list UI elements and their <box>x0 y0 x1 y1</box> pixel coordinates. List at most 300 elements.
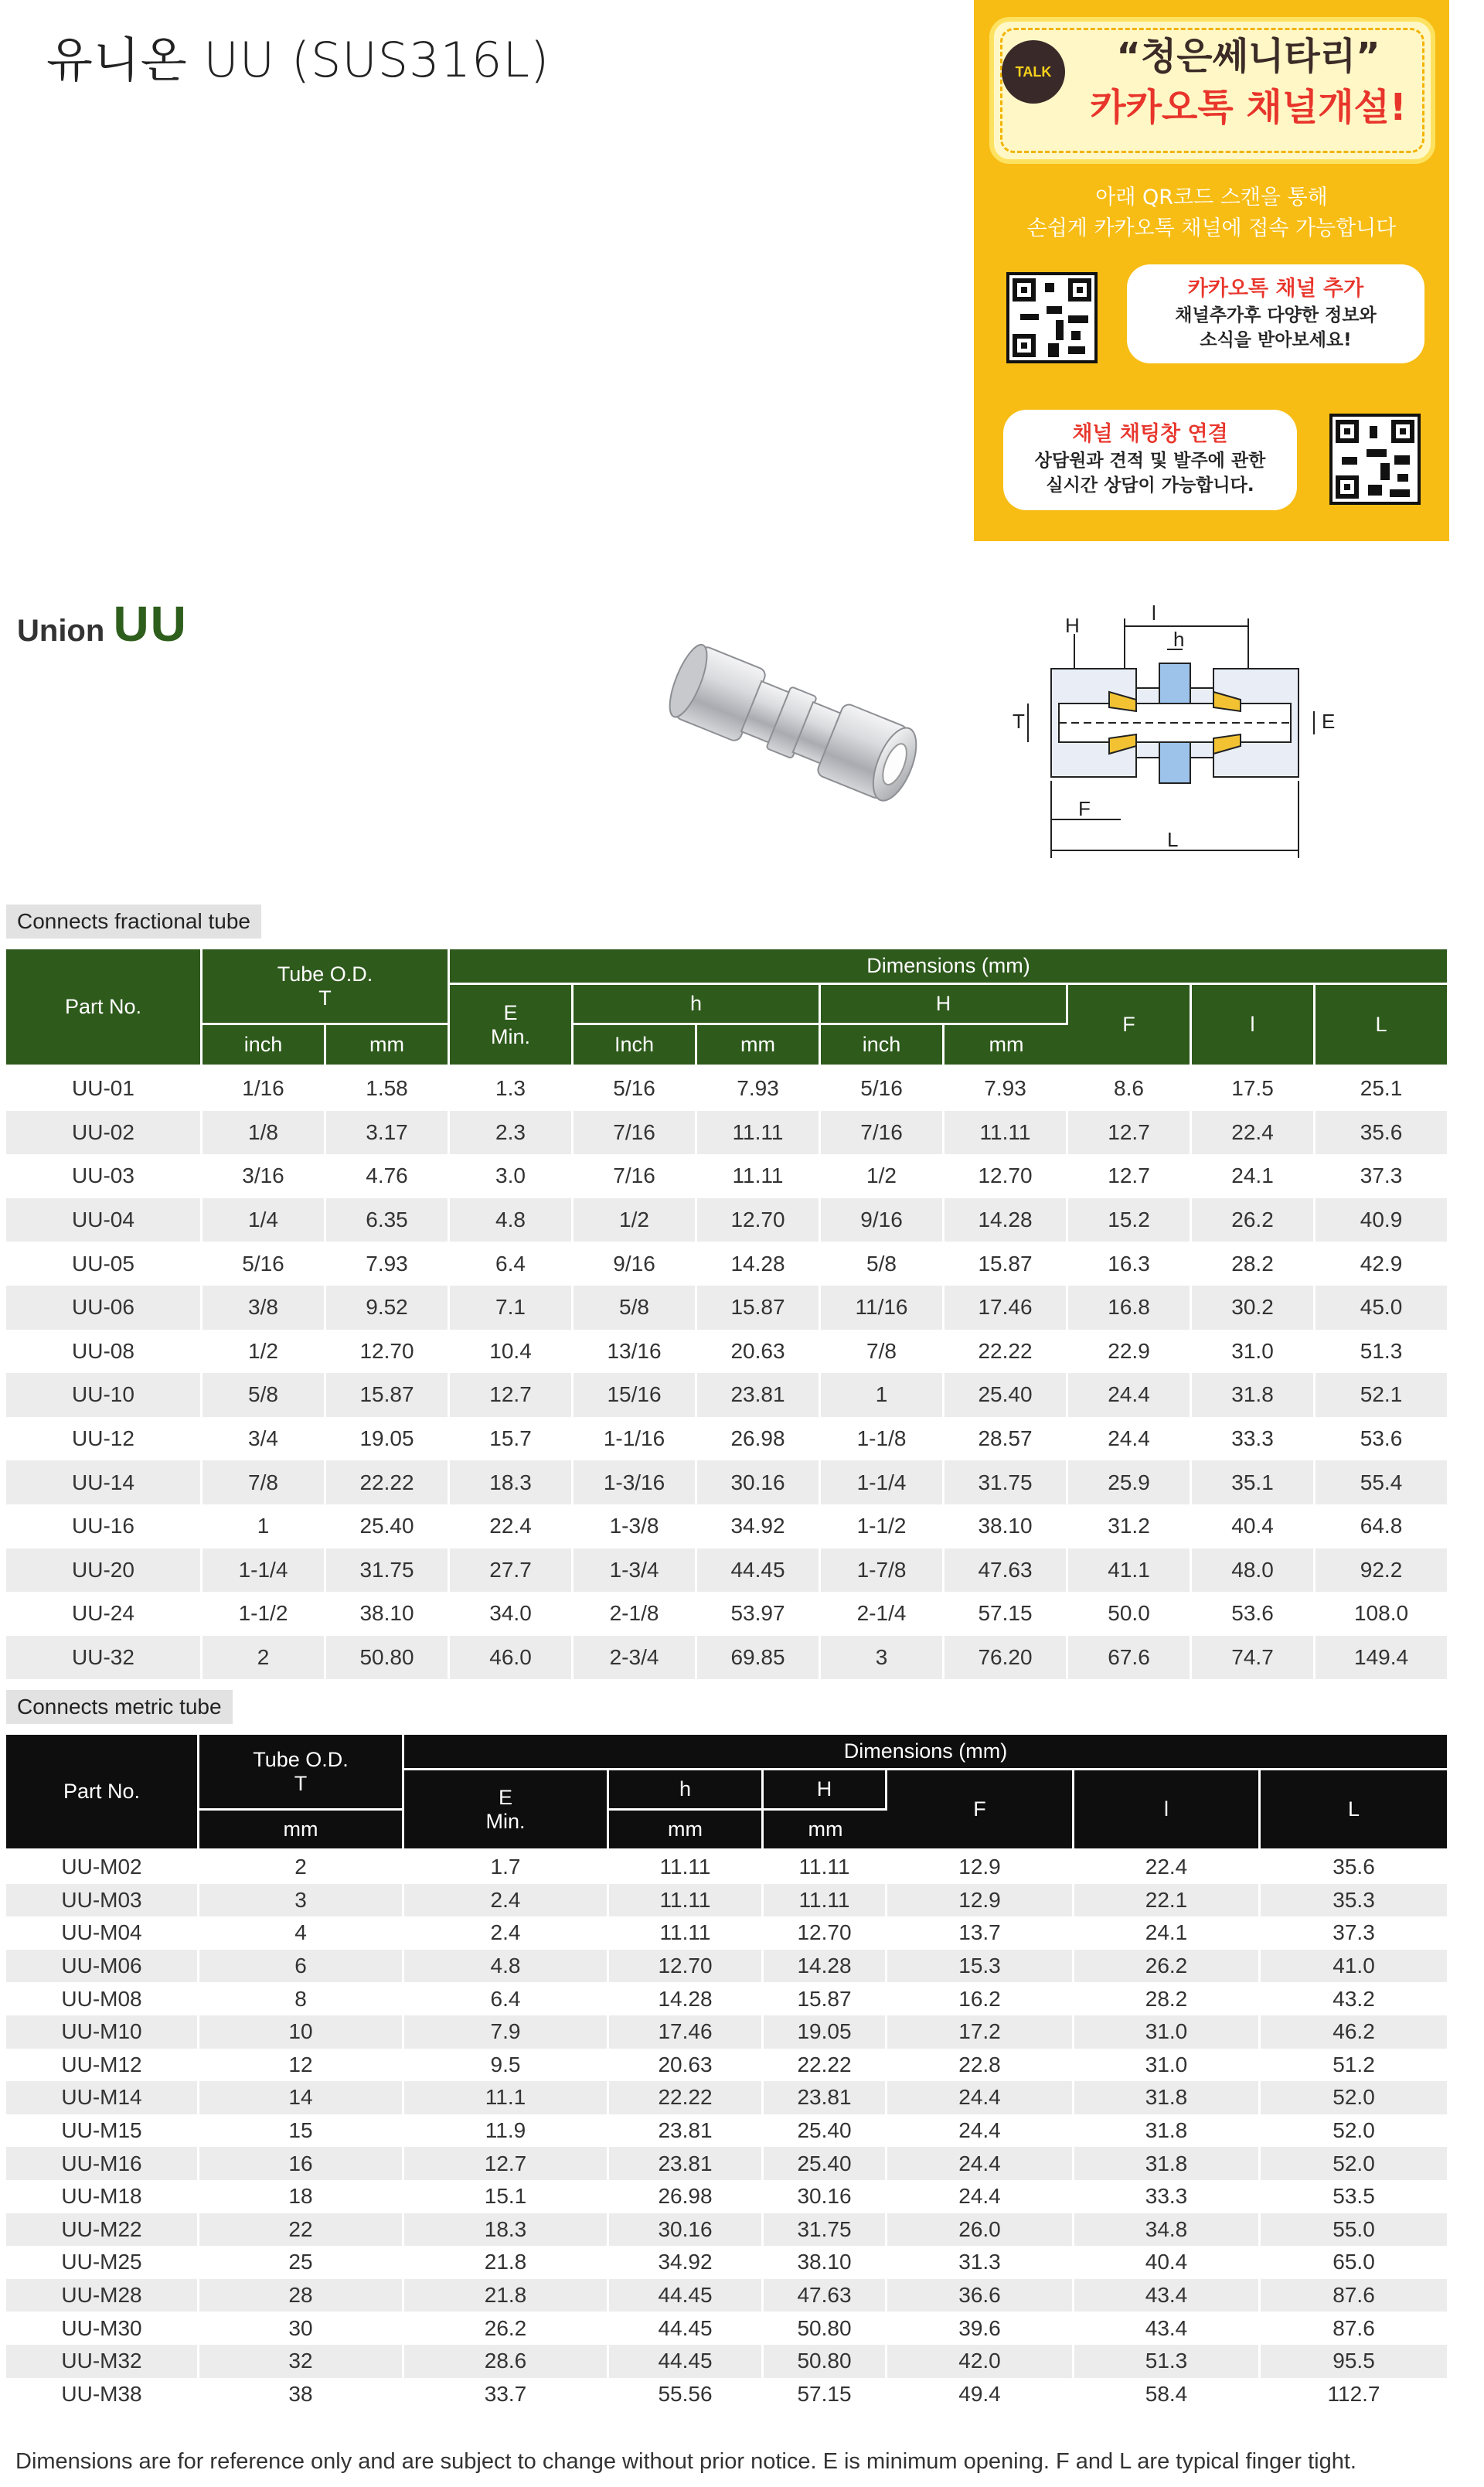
table-cell: 1/2 <box>821 1154 945 1198</box>
table-cell: 6.35 <box>326 1198 450 1242</box>
table-cell: 13.7 <box>887 1916 1074 1950</box>
table-cell: 5/16 <box>821 1067 945 1111</box>
table-cell: 7/8 <box>821 1330 945 1374</box>
table-cell: 25.40 <box>764 2114 887 2148</box>
table-cell: 1-3/8 <box>574 1504 697 1548</box>
promo-sub-line-1: 아래 QR코드 스캔을 통해 <box>1095 186 1328 210</box>
table-row <box>6 1286 1447 1330</box>
table-cell: 53.6 <box>1316 1417 1447 1461</box>
table-cell: 5/8 <box>574 1286 697 1330</box>
promo-subtitle <box>974 182 1449 244</box>
table-cell: 7.93 <box>945 1067 1068 1111</box>
table-cell: 15.87 <box>945 1242 1068 1286</box>
col-tube-od <box>199 1735 404 1811</box>
table-cell: 52.0 <box>1261 2147 1447 2180</box>
table-cell: 34.0 <box>450 1592 574 1636</box>
promo-headline-2: 카카오톡 채널개설! <box>1090 86 1407 129</box>
part-number-cell: UU-03 <box>6 1154 203 1198</box>
table-cell: 24.4 <box>887 2147 1074 2180</box>
col-l-small: l <box>1074 1770 1261 1851</box>
part-number-cell: UU-M32 <box>6 2345 199 2378</box>
chat-connect-title: 채널 채팅창 연결 <box>1072 422 1228 446</box>
col-l-small: l <box>1192 985 1316 1067</box>
table-cell: 53.97 <box>697 1592 821 1636</box>
table-cell: 74.7 <box>1192 1636 1316 1680</box>
table-cell: 5/16 <box>203 1242 326 1286</box>
table-cell: 11.1 <box>404 2081 609 2114</box>
drawing-label-E: E <box>1322 710 1336 733</box>
table-cell: 36.6 <box>887 2279 1074 2312</box>
part-number-cell: UU-M15 <box>6 2114 199 2148</box>
tube-t-label: T <box>318 986 332 1010</box>
table-cell: 11.11 <box>764 1851 887 1884</box>
qr-code-icon[interactable] <box>1329 414 1421 505</box>
tube-od-label: Tube O.D. <box>253 1747 349 1771</box>
part-number-cell: UU-M04 <box>6 1916 199 1950</box>
table-row <box>6 2180 1447 2213</box>
table-cell: 55.56 <box>609 2378 764 2411</box>
table-row <box>6 2246 1447 2279</box>
add-channel-line-1: 채널추가후 다양한 정보와 <box>1175 305 1377 325</box>
chat-connect-bubble <box>1003 410 1297 510</box>
fractional-dimensions-table <box>6 949 1447 1679</box>
add-channel-line-2: 소식을 받아보세요! <box>1200 330 1352 350</box>
table-cell: 45.0 <box>1316 1286 1447 1330</box>
table-cell: 51.3 <box>1316 1330 1447 1374</box>
table-cell: 14.28 <box>764 1950 887 1983</box>
table-cell: 1-7/8 <box>821 1548 945 1593</box>
table-cell: 6.4 <box>404 1982 609 2015</box>
table-cell: 2.4 <box>404 1916 609 1950</box>
part-number-cell: UU-M18 <box>6 2180 199 2213</box>
table-cell: 50.80 <box>764 2345 887 2378</box>
part-number-cell: UU-10 <box>6 1373 203 1417</box>
table-row <box>6 1636 1447 1680</box>
table-cell: 8 <box>199 1982 404 2015</box>
table-cell: 31.75 <box>326 1548 450 1593</box>
chat-connect-line-1: 상담원과 견적 및 발주에 관한 <box>1034 451 1266 471</box>
table-cell: 7.9 <box>404 2015 609 2049</box>
table-row <box>6 2312 1447 2345</box>
table-cell: 57.15 <box>945 1592 1068 1636</box>
table-cell: 15.87 <box>764 1982 887 2015</box>
table-cell: 55.0 <box>1261 2213 1447 2247</box>
table-cell: 1/16 <box>203 1067 326 1111</box>
table-cell: 40.4 <box>1074 2246 1261 2279</box>
table-cell: 26.2 <box>1192 1198 1316 1242</box>
part-number-cell: UU-M06 <box>6 1950 199 1983</box>
table-cell: 2-1/8 <box>574 1592 697 1636</box>
table-cell: 10 <box>199 2015 404 2049</box>
table-cell: 7.93 <box>697 1067 821 1111</box>
part-number-cell: UU-14 <box>6 1460 203 1504</box>
table-cell: 7/8 <box>203 1460 326 1504</box>
table-cell: 38 <box>199 2378 404 2411</box>
table-cell: 31.8 <box>1074 2081 1261 2114</box>
table-cell: 28 <box>199 2279 404 2312</box>
col-l-big: L <box>1316 985 1447 1067</box>
table-cell: 12.70 <box>697 1198 821 1242</box>
table-cell: 30 <box>199 2312 404 2345</box>
table-cell: 3 <box>821 1636 945 1680</box>
table-cell: 25.9 <box>1068 1460 1192 1504</box>
part-number-cell: UU-12 <box>6 1417 203 1461</box>
col-f: F <box>887 1770 1074 1851</box>
col-e-min <box>450 985 574 1067</box>
table-cell: 47.63 <box>945 1548 1068 1593</box>
table-cell: 7/16 <box>821 1111 945 1155</box>
table-cell: 22.22 <box>326 1460 450 1504</box>
kakao-promo-banner[interactable] <box>974 0 1449 541</box>
table-cell: 15.7 <box>450 1417 574 1461</box>
table-cell: 3/16 <box>203 1154 326 1198</box>
table-cell: 53.5 <box>1261 2180 1447 2213</box>
table-cell: 2 <box>203 1636 326 1680</box>
col-tube-mm: mm <box>199 1811 404 1851</box>
table-cell: 15.1 <box>404 2180 609 2213</box>
col-h-big: H <box>821 985 1068 1025</box>
table-row <box>6 1242 1447 1286</box>
table-row <box>6 1504 1447 1548</box>
table-cell: 1.58 <box>326 1067 450 1111</box>
table-cell: 1-1/4 <box>203 1548 326 1593</box>
table-cell: 43.4 <box>1074 2312 1261 2345</box>
drawing-label-T: T <box>1013 710 1025 733</box>
table-cell: 7/16 <box>574 1154 697 1198</box>
table-cell: 27.7 <box>450 1548 574 1593</box>
table-cell: 15.87 <box>697 1286 821 1330</box>
table-cell: 22.4 <box>450 1504 574 1548</box>
table-cell: 4.76 <box>326 1154 450 1198</box>
table-cell: 14.28 <box>697 1242 821 1286</box>
table-cell: 9/16 <box>821 1198 945 1242</box>
table-cell: 7.1 <box>450 1286 574 1330</box>
table-cell: 51.3 <box>1074 2345 1261 2378</box>
col-h-small: h <box>574 985 821 1025</box>
table-cell: 76.20 <box>945 1636 1068 1680</box>
table-cell: 11.11 <box>609 1851 764 1884</box>
table-cell: 12.70 <box>609 1950 764 1983</box>
table-cell: 50.0 <box>1068 1592 1192 1636</box>
table-row <box>6 1330 1447 1374</box>
table-cell: 26.2 <box>1074 1950 1261 1983</box>
table-cell: 35.3 <box>1261 1884 1447 1917</box>
part-number-cell: UU-M22 <box>6 2213 199 2247</box>
table-cell: 95.5 <box>1261 2345 1447 2378</box>
table-cell: 14.28 <box>609 1982 764 2015</box>
table-cell: 53.6 <box>1192 1592 1316 1636</box>
drawing-label-L: L <box>1167 828 1179 851</box>
table-cell: 25.40 <box>764 2147 887 2180</box>
fractional-section-tag: Connects fractional tube <box>6 905 261 939</box>
table-cell: 6.4 <box>450 1242 574 1286</box>
col-tube-inch: inch <box>203 1025 326 1067</box>
table-cell: 2 <box>199 1851 404 1884</box>
table-cell: 48.0 <box>1192 1548 1316 1593</box>
table-cell: 33.7 <box>404 2378 609 2411</box>
table-cell: 31.2 <box>1068 1504 1192 1548</box>
table-cell: 22.8 <box>887 2049 1074 2082</box>
part-number-cell: UU-24 <box>6 1592 203 1636</box>
part-number-cell: UU-M10 <box>6 2015 199 2049</box>
table-cell: 69.85 <box>697 1636 821 1680</box>
table-cell: 9.52 <box>326 1286 450 1330</box>
chat-connect-line-2: 실시간 상담이 가능합니다. <box>1046 475 1254 496</box>
table-row <box>6 2114 1447 2148</box>
table-cell: 22.4 <box>1074 1851 1261 1884</box>
col-h-small-mm: mm <box>609 1811 764 1851</box>
table-cell: 47.63 <box>764 2279 887 2312</box>
table-cell: 12.7 <box>450 1373 574 1417</box>
part-number-cell: UU-M12 <box>6 2049 199 2082</box>
table-cell: 26.2 <box>404 2312 609 2345</box>
table-cell: 35.1 <box>1192 1460 1316 1504</box>
table-cell: 39.6 <box>887 2312 1074 2345</box>
table-cell: 24.4 <box>1068 1417 1192 1461</box>
table-cell: 35.6 <box>1261 1851 1447 1884</box>
add-channel-title: 카카오톡 채널 추가 <box>1187 277 1364 301</box>
table-cell: 1/2 <box>203 1330 326 1374</box>
table-cell: 19.05 <box>764 2015 887 2049</box>
col-h-small-inch: Inch <box>574 1025 697 1067</box>
table-cell: 40.9 <box>1316 1198 1447 1242</box>
table-cell: 41.1 <box>1068 1548 1192 1593</box>
union-fitting-photo <box>657 642 928 804</box>
table-cell: 15 <box>199 2114 404 2148</box>
union-code: UU <box>113 596 188 652</box>
table-cell: 35.6 <box>1316 1111 1447 1155</box>
table-cell: 2.4 <box>404 1884 609 1917</box>
table-row <box>6 1982 1447 2015</box>
col-h-big-inch: inch <box>821 1025 945 1067</box>
table-cell: 52.0 <box>1261 2081 1447 2114</box>
drawing-label-h: h <box>1173 628 1185 651</box>
table-cell: 1-1/2 <box>821 1504 945 1548</box>
table-cell: 22.22 <box>609 2081 764 2114</box>
table-cell: 1-1/16 <box>574 1417 697 1461</box>
table-cell: 25.40 <box>326 1504 450 1548</box>
table-cell: 44.45 <box>609 2312 764 2345</box>
table-cell: 31.75 <box>764 2213 887 2247</box>
table-cell: 11.9 <box>404 2114 609 2148</box>
table-cell: 5/8 <box>203 1373 326 1417</box>
table-cell: 58.4 <box>1074 2378 1261 2411</box>
table-cell: 11.11 <box>697 1154 821 1198</box>
table-cell: 15/16 <box>574 1373 697 1417</box>
table-cell: 1/8 <box>203 1111 326 1155</box>
part-number-cell: UU-05 <box>6 1242 203 1286</box>
part-number-cell: UU-M03 <box>6 1884 199 1917</box>
table-cell: 12 <box>199 2049 404 2082</box>
col-e-min <box>404 1770 609 1851</box>
table-cell: 37.3 <box>1261 1916 1447 1950</box>
add-channel-bubble <box>1127 264 1424 363</box>
table-cell: 22.9 <box>1068 1330 1192 1374</box>
table-cell: 57.15 <box>764 2378 887 2411</box>
part-number-cell: UU-20 <box>6 1548 203 1593</box>
table-cell: 25.40 <box>945 1373 1068 1417</box>
table-cell: 23.81 <box>609 2114 764 2148</box>
drawing-label-H: H <box>1065 614 1080 637</box>
table-cell: 41.0 <box>1261 1950 1447 1983</box>
table-cell: 21.8 <box>404 2246 609 2279</box>
tube-t-label: T <box>294 1771 308 1795</box>
union-label: Union <box>17 614 105 648</box>
table-cell: 108.0 <box>1316 1592 1447 1636</box>
part-number-cell: UU-08 <box>6 1330 203 1374</box>
table-cell: 31.8 <box>1074 2147 1261 2180</box>
table-cell: 23.81 <box>764 2081 887 2114</box>
table-cell: 40.4 <box>1192 1504 1316 1548</box>
table-cell: 11.11 <box>764 1884 887 1917</box>
union-technical-drawing <box>982 595 1368 889</box>
table-cell: 24.1 <box>1074 1916 1261 1950</box>
table-cell: 38.10 <box>764 2246 887 2279</box>
table-cell: 46.2 <box>1261 2015 1447 2049</box>
table-cell: 3.17 <box>326 1111 450 1155</box>
table-cell: 34.92 <box>697 1504 821 1548</box>
table-cell: 149.4 <box>1316 1636 1447 1680</box>
table-cell: 23.81 <box>697 1373 821 1417</box>
e-label: E <box>498 1785 512 1809</box>
qr-code-icon[interactable] <box>1006 272 1098 363</box>
table-cell: 11/16 <box>821 1286 945 1330</box>
part-number-cell: UU-M28 <box>6 2279 199 2312</box>
table-cell: 22.1 <box>1074 1884 1261 1917</box>
table-cell: 42.9 <box>1316 1242 1447 1286</box>
part-number-cell: UU-M25 <box>6 2246 199 2279</box>
table-cell: 12.9 <box>887 1884 1074 1917</box>
table-row <box>6 1067 1447 1111</box>
tube-od-label: Tube O.D. <box>277 962 373 986</box>
table-cell: 16.8 <box>1068 1286 1192 1330</box>
drawing-label-l: l <box>1152 601 1156 625</box>
promo-sub-line-2: 손쉽게 카카오톡 채널에 접속 가능합니다 <box>1026 216 1397 240</box>
col-dimensions: Dimensions (mm) <box>404 1735 1447 1770</box>
table-cell: 87.6 <box>1261 2312 1447 2345</box>
table-cell: 25 <box>199 2246 404 2279</box>
table-cell: 5/16 <box>574 1067 697 1111</box>
table-cell: 67.6 <box>1068 1636 1192 1680</box>
metric-dimensions-table <box>6 1735 1447 2410</box>
table-row <box>6 1851 1447 1884</box>
table-cell: 4.8 <box>404 1950 609 1983</box>
metric-section-tag: Connects metric tube <box>6 1690 233 1724</box>
table-cell: 43.2 <box>1261 1982 1447 2015</box>
table-cell: 4 <box>199 1916 404 1950</box>
table-cell: 1.7 <box>404 1851 609 1884</box>
e-label: E <box>503 1000 518 1024</box>
table-cell: 87.6 <box>1261 2279 1447 2312</box>
table-cell: 16 <box>199 2147 404 2180</box>
table-cell: 24.4 <box>887 2114 1074 2148</box>
table-cell: 12.70 <box>764 1916 887 1950</box>
table-row <box>6 1884 1447 1917</box>
table-cell: 52.0 <box>1261 2114 1447 2148</box>
table-cell: 11.11 <box>609 1916 764 1950</box>
table-cell: 6 <box>199 1950 404 1983</box>
part-number-cell: UU-M16 <box>6 2147 199 2180</box>
part-number-cell: UU-M08 <box>6 1982 199 2015</box>
table-cell: 17.46 <box>945 1286 1068 1330</box>
table-cell: 3/4 <box>203 1417 326 1461</box>
table-cell: 55.4 <box>1316 1460 1447 1504</box>
table-cell: 31.8 <box>1192 1373 1316 1417</box>
table-cell: 1-1/4 <box>821 1460 945 1504</box>
table-cell: 34.92 <box>609 2246 764 2279</box>
table-cell: 28.2 <box>1192 1242 1316 1286</box>
table-cell: 8.6 <box>1068 1067 1192 1111</box>
table-row <box>6 2081 1447 2114</box>
table-cell: 7.93 <box>326 1242 450 1286</box>
table-cell: 1-1/2 <box>203 1592 326 1636</box>
part-number-cell: UU-M14 <box>6 2081 199 2114</box>
table-cell: 24.1 <box>1192 1154 1316 1198</box>
table-cell: 12.7 <box>1068 1154 1192 1198</box>
table-cell: 26.98 <box>697 1417 821 1461</box>
table-cell: 31.0 <box>1074 2015 1261 2049</box>
table-row <box>6 2345 1447 2378</box>
part-number-cell: UU-02 <box>6 1111 203 1155</box>
table-cell: 22.4 <box>1192 1111 1316 1155</box>
table-cell: 65.0 <box>1261 2246 1447 2279</box>
table-cell: 43.4 <box>1074 2279 1261 2312</box>
table-cell: 112.7 <box>1261 2378 1447 2411</box>
table-cell: 19.05 <box>326 1417 450 1461</box>
table-cell: 3.0 <box>450 1154 574 1198</box>
table-cell: 28.57 <box>945 1417 1068 1461</box>
table-cell: 14 <box>199 2081 404 2114</box>
col-tube-od <box>203 949 450 1025</box>
table-cell: 51.2 <box>1261 2049 1447 2082</box>
col-tube-mm: mm <box>326 1025 450 1067</box>
part-number-cell: UU-M02 <box>6 1851 199 1884</box>
table-cell: 1 <box>821 1373 945 1417</box>
table-row <box>6 1950 1447 1983</box>
part-number-cell: UU-16 <box>6 1504 203 1548</box>
table-cell: 18.3 <box>404 2213 609 2247</box>
table-cell: 31.8 <box>1074 2114 1261 2148</box>
table-cell: 12.9 <box>887 1851 1074 1884</box>
table-row <box>6 1460 1447 1504</box>
table-cell: 64.8 <box>1316 1504 1447 1548</box>
table-cell: 31.0 <box>1074 2049 1261 2082</box>
col-f: F <box>1068 985 1192 1067</box>
table-cell: 33.3 <box>1074 2180 1261 2213</box>
table-cell: 31.75 <box>945 1460 1068 1504</box>
part-number-cell: UU-M30 <box>6 2312 199 2345</box>
table-cell: 9/16 <box>574 1242 697 1286</box>
table-cell: 42.0 <box>887 2345 1074 2378</box>
table-cell: 2-3/4 <box>574 1636 697 1680</box>
table-cell: 30.16 <box>764 2180 887 2213</box>
col-h-big-mm: mm <box>945 1025 1068 1067</box>
col-dimensions: Dimensions (mm) <box>450 949 1447 985</box>
table-cell: 38.10 <box>326 1592 450 1636</box>
table-cell: 1-3/16 <box>574 1460 697 1504</box>
table-row <box>6 2015 1447 2049</box>
part-number-cell: UU-04 <box>6 1198 203 1242</box>
table-cell: 15.87 <box>326 1373 450 1417</box>
e-min-label: Min. <box>485 1809 526 1833</box>
table-cell: 24.4 <box>887 2081 1074 2114</box>
col-part-no: Part No. <box>6 949 203 1067</box>
e-min-label: Min. <box>491 1024 531 1048</box>
table-cell: 17.5 <box>1192 1067 1316 1111</box>
table-cell: 2.3 <box>450 1111 574 1155</box>
col-l-big: L <box>1261 1770 1447 1851</box>
table-cell: 30.16 <box>697 1460 821 1504</box>
